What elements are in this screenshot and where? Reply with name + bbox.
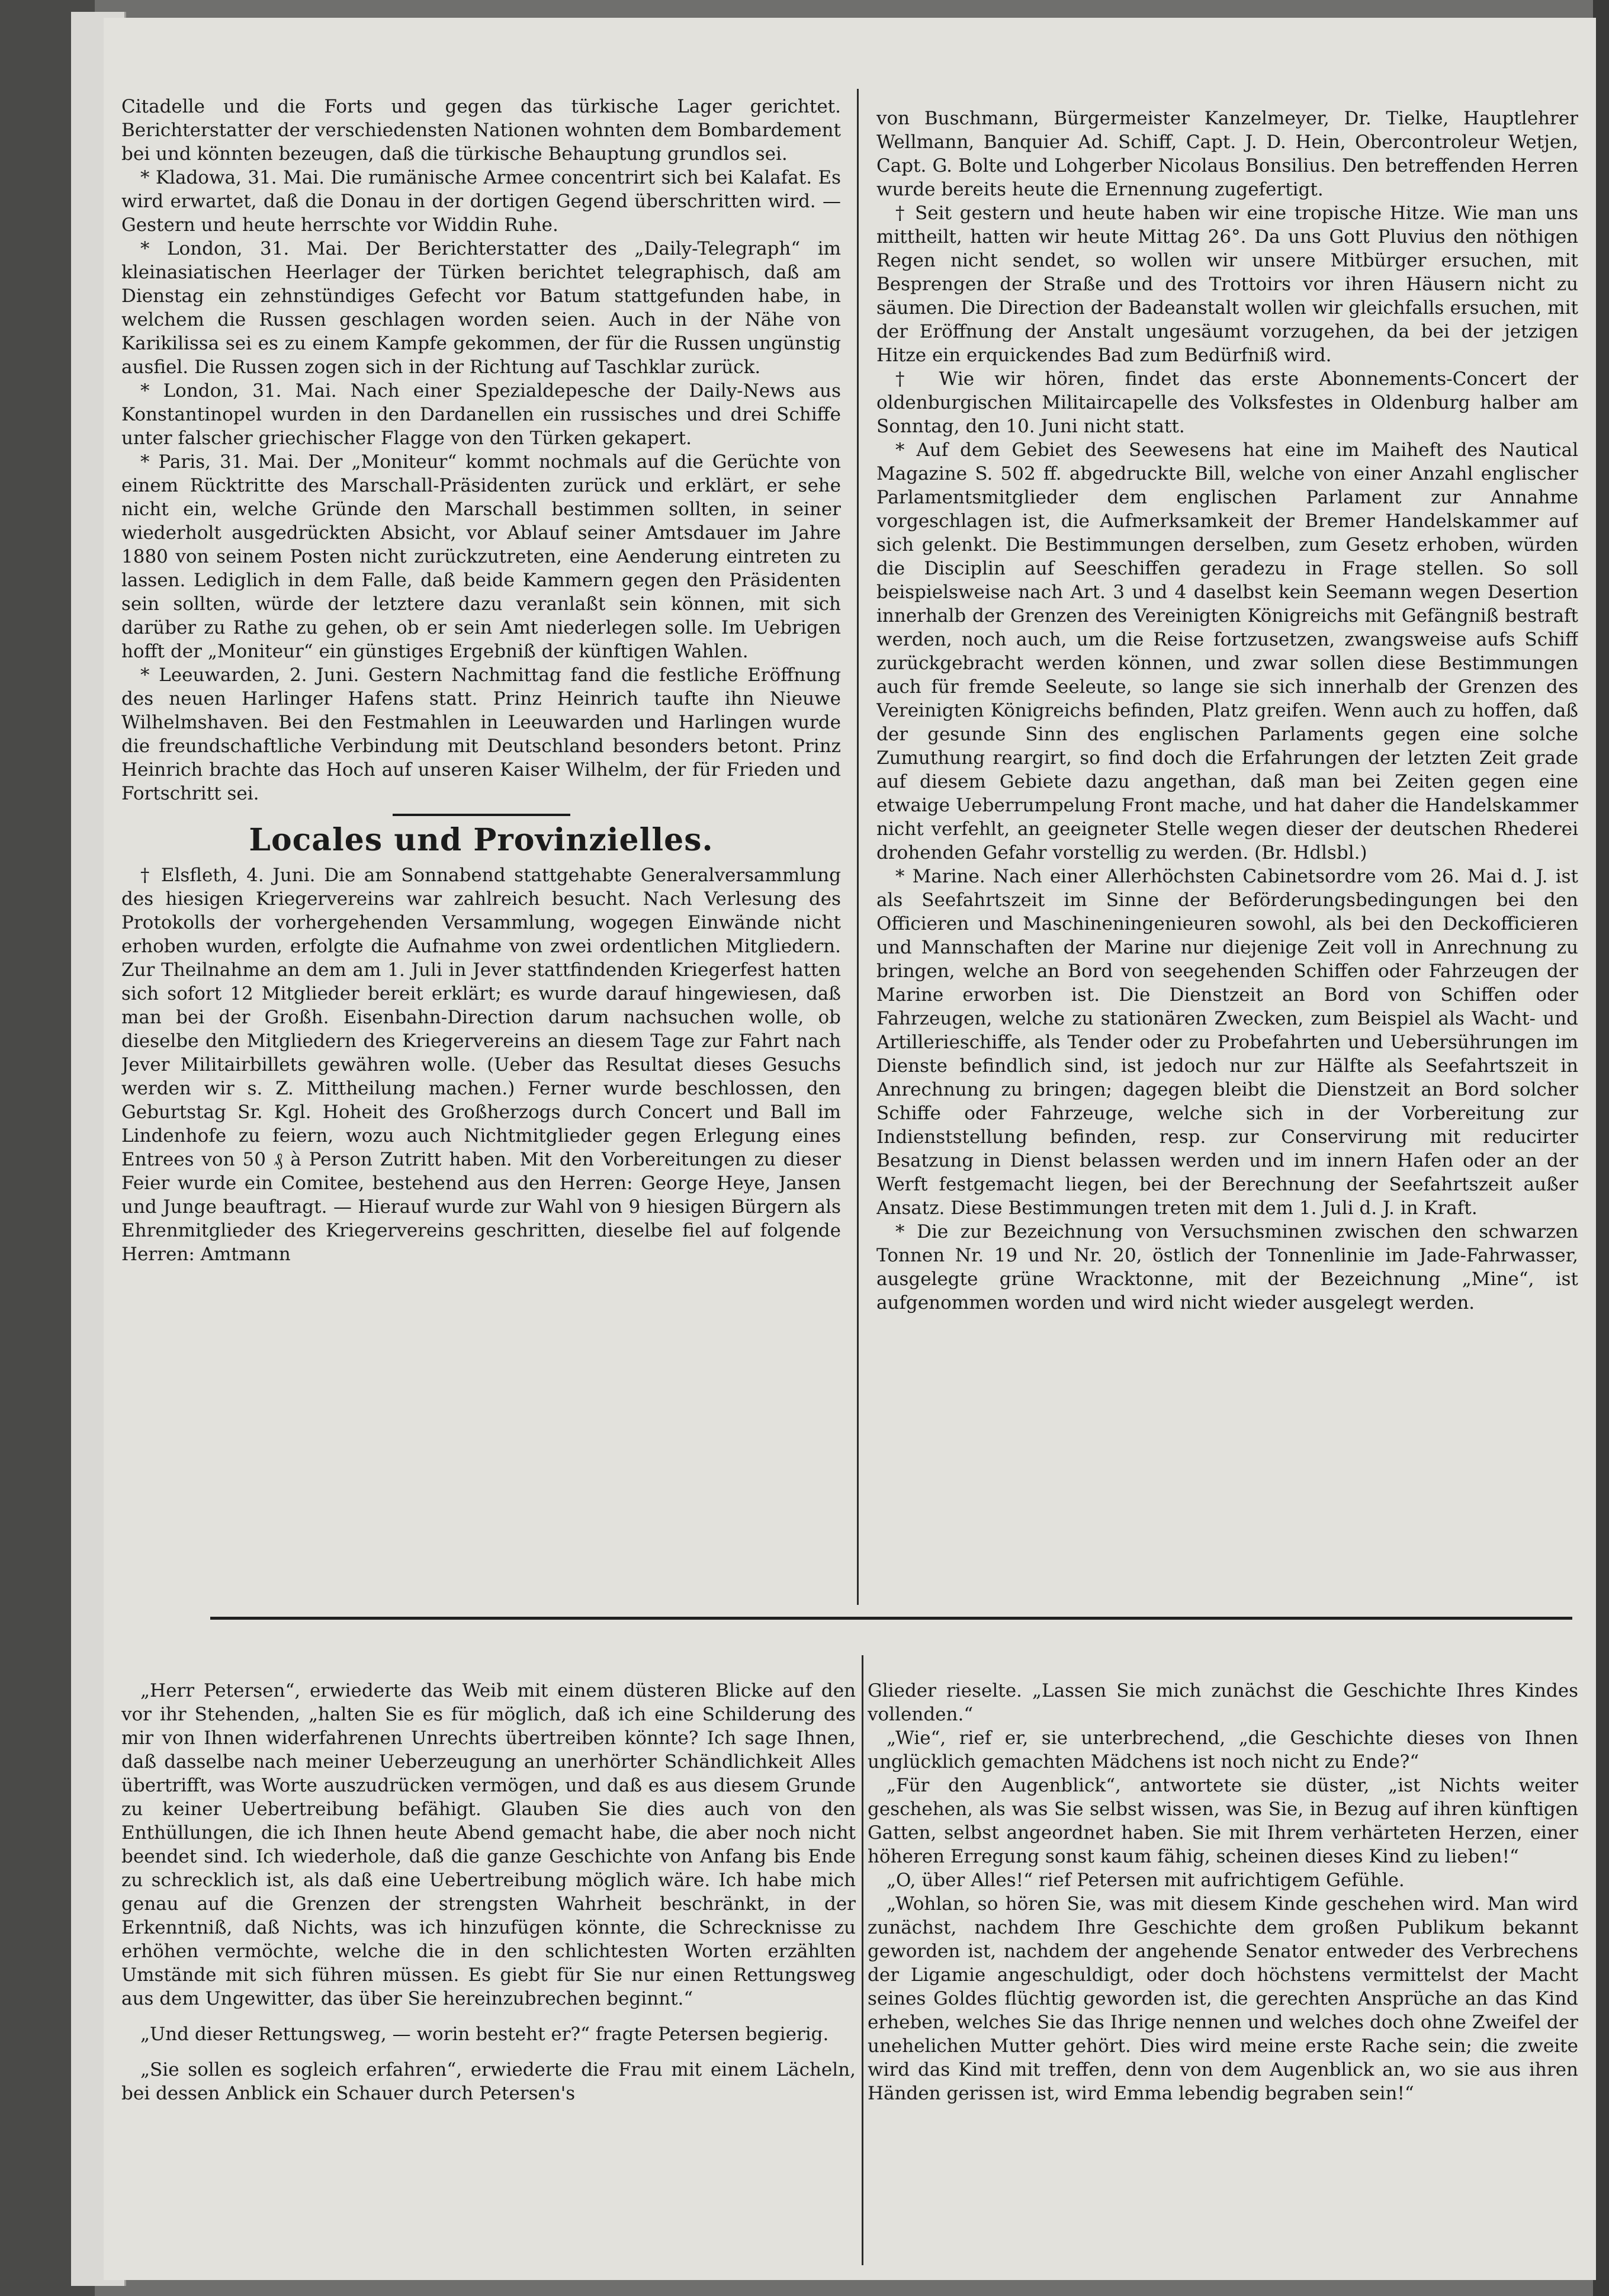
column-rule	[862, 1655, 863, 2265]
news-paragraph: von Buschmann, Bürgermeister Kanzelmeyer, Dr. Tielke, Hauptlehrer Wellmann, Banquier Ad. Schiff, Capt. J. D. Hein, Obercontroleur Wetjen, Capt. G. Bolte und Lohgerber Nicolaus Bonsilius. Den betreffenden Herren wurde bereits heute die Ernennung zugefertigt.	[876, 108, 1578, 200]
column-news-right	[876, 107, 1578, 1599]
newspaper-page	[104, 18, 1596, 2280]
news-paragraph: Citadelle und die Forts und gegen das türkische Lager gerichtet. Berichterstatter der verschiedensten Nationen wohnten dem Bombardement bei und könnten bezeugen, daß die türkische Behauptung grundlos sei.	[121, 96, 841, 165]
column-feuilleton-left	[121, 1679, 856, 2271]
news-paragraph: † Seit gestern und heute haben wir eine tropische Hitze. Wie man uns mittheilt, hatten wir heute Mittag 26°. Da uns Gott Pluvius den nöthigen Regen nicht sendet, so wollen wir unsere Mitbürger ersuchen, mit Besprengen der Straße und des Trottoirs vor ihren Häusern nicht zu säumen. Die Direction der Badeanstalt wollen wir gleichfalls ersuchen, mit der Eröffnung der Anstalt ungesäumt vorzugehen, da bei der jetzigen Hitze ein erquickendes Bad zum Bedürfniß wird.	[876, 203, 1578, 366]
news-paragraph: * Auf dem Gebiet des Seewesens hat eine im Maiheft des Nautical Magazine S. 502 ff. abgedruckte Bill, welche von einer Anzahl englischer Parlamentsmitglieder dem englischen Parlament zur Annahme vorgeschlagen ist, die Aufmerksamkeit der Bremer Handelskammer auf sich gelenkt. Die Bestimmungen derselben, zum Gesetz erhoben, würden die Disciplin auf Seeschiffen geradezu in Frage stellen. So soll beispielsweise nach Art. 3 und 4 daselbst kein Seemann wegen Desertion innerhalb der Grenzen des Vereinigten Königreichs mit Gefängniß bestraft werden, noch auch, um die Reise fortzusetzen, zwangsweise aufs Schiff zurückgebracht werden können, und zwar sollen diese Bestimmungen auch für fremde Seeleute, so lange sie sich innerhalb der Grenzen des Vereinigten Königreichs befinden, Platz greifen. Wenn auch zu hoffen, daß der gesunde Sinn des englischen Parlaments gegen eine solche Zumuthung reargirt, so find doch die Erfahrungen der letzten Zeit grade auf diesem Gebiete dazu angethan, daß man bei Zeiten gegen eine etwaige Ueberrumpelung Front mache, und hat daher die Handelskammer nicht verfehlt, an geeigneter Stelle wegen dieser der deutschen Rhederei drohenden Gefahr vorstellig zu werden. (Br. Hdlsbl.)	[876, 439, 1578, 863]
story-paragraph: „Und dieser Rettungsweg, — worin besteht er?“ fragte Petersen begierig.	[140, 2024, 829, 2045]
news-paragraph: * Marine. Nach einer Allerhöchsten Cabinetsordre vom 26. Mai d. J. ist als Seefahrtszeit im Sinne der Beförderungsbedingungen bei den Officieren und Maschineningenieuren sowohl, als bei den Deckofficieren und Mannschaften der Marine nur diejenige Zeit voll in Anrechnung zu bringen, welche an Bord von seegehenden Schiffen oder Fahrzeugen der Marine erworben ist. Die Dienstzeit an Bord von Schiffen oder Fahrzeugen, welche zu stationären Zwecken, zum Beispiel als Wacht- und Artillerieschiffe, als Tender oder zu Probefahrten und Uebersührungen im Dienste befindlich sind, ist jedoch nur zur Hälfte als Seefahrtszeit in Anrechnung zu bringen; dagegen bleibt die Dienstzeit an Bord solcher Schiffe oder Fahrzeuge, welche sich in der Vorbereitung zur Indienststellung befinden, resp. zur Conservirung mit reducirter Besatzung in Dienst belassen werden und im innern Hafen oder an der Werft festgemacht liegen, bei der Berechnung der Seefahrtszeit außer Ansatz. Diese Bestimmungen treten mit dem 1. Juli d. J. in Kraft.	[876, 866, 1578, 1219]
news-paragraph: * London, 31. Mai. Nach einer Spezialdepesche der Daily-News aus Konstantinopel wurden in den Dardanellen ein russisches und drei Schiffe unter falscher griechischer Flagge von den Türken gekapert.	[121, 380, 841, 449]
story-paragraph: „Wohlan, so hören Sie, was mit diesem Kinde geschehen wird. Man wird zunächst, nachdem Ihre Geschichte dem großen Publikum bekannt geworden ist, nachdem der angehende Senator entweder des Verbrechens der Ligamie angeschuldigt, oder doch höchstens vermittelst der Macht seines Goldes flüchtig geworden ist, die gerechten Ansprüche an das Kind erheben, welches Sie das Ihrige nennen und welches doch ohne Zweifel der unehelichen Mutter gehört. Dies wird meine erste Rache sein; die zweite wird das Kind mit treffen, denn von dem Augenblick an, wo sie aus ihren Händen gerissen ist, wird Emma lebendig begraben sein!“	[868, 1893, 1578, 2104]
column-news-left	[121, 95, 841, 1599]
news-paragraph: * London, 31. Mai. Der Berichterstatter des „Daily-Telegraph“ im kleinasiatischen Heerlager der Türken berichtet telegraphisch, daß am Dienstag ein zehnstündiges Gefecht vor Batum stattgefunden habe, in welchem die Russen geschlagen worden seien. Auch in der Nähe von Karikilissa sei es zu einem Kampfe gekommen, der für die Russen ungünstig ausfiel. Die Russen zogen sich in der Richtung auf Taschklar zurück.	[121, 238, 841, 378]
news-paragraph: * Kladowa, 31. Mai. Die rumänische Armee concentrirt sich bei Kalafat. Es wird erwartet, daß die Donau in der dortigen Gegend überschritten wird. — Gestern und heute herrschte vor Widdin Ruhe.	[121, 167, 841, 236]
story-paragraph: Glieder rieselte. „Lassen Sie mich zunächst die Geschichte Ihres Kindes vollenden.“	[868, 1680, 1578, 1725]
local-paragraph: † Elsfleth, 4. Juni. Die am Sonnabend stattgehabte Generalversammlung des hiesigen Kriegervereins war zahlreich besucht. Nach Verlesung des Protokolls der vorhergehenden Versammlung, wogegen Einwände nicht erhoben wurden, erfolgte die Aufnahme von zwei ordentlichen Mitgliedern. Zur Theilnahme an dem am 1. Juli in Jever stattfindenden Kriegerfest hatten sich sofort 12 Mitglieder bereit erklärt; es wurde darauf hingewiesen, daß man bei der Großh. Eisenbahn-Direction darum nachsuchen wolle, ob dieselbe den Mitgliedern des Kriegervereins an diesem Tage zur Fahrt nach Jever Militairbillets gewähren wolle. (Ueber das Resultat dieses Gesuchs werden wir s. Z. Mittheilung machen.) Ferner wurde beschlossen, den Geburtstag Sr. Kgl. Hoheit des Großherzogs durch Concert und Ball im Lindenhofe zu feiern, wozu auch Nichtmitglieder gegen Erlegung eines Entrees von 50 ₰ à Person Zutritt haben. Mit den Vorbereitungen zu dieser Feier wurde ein Comitee, bestehend aus den Herren: George Heye, Jansen und Junge beauftragt. — Hierauf wurde zur Wahl von 9 hiesigen Bürgern als Ehrenmitglieder des Kriegervereins geschritten, dieselbe fiel auf folgende Herren: Amtmann	[121, 865, 841, 1265]
news-paragraph: * Paris, 31. Mai. Der „Moniteur“ kommt nochmals auf die Gerüchte von einem Rücktritte des Marschall-Präsidenten zurück und erklärt, er sehe nicht ein, welche Gründe den Marschall bestimmen sollten, in seiner wiederholt ausgedrückten Absicht, vor Ablauf seiner Amtsdauer im Jahre 1880 von seinem Posten nicht zurückzutreten, eine Aenderung eintreten zu lassen. Lediglich in dem Falle, daß beide Kammern gegen den Präsidenten sein sollten, würde der letztere dazu veranlaßt sein können, mit sich darüber zu Rathe zu gehen, ob er sein Amt niederlegen solle. Im Uebrigen hofft der „Moniteur“ ein günstiges Ergebniß der künftigen Wahlen.	[121, 451, 841, 662]
feuilleton-divider	[210, 1617, 1572, 1620]
story-paragraph: „O, über Alles!“ rief Petersen mit aufrichtigem Gefühle.	[887, 1870, 1405, 1891]
news-paragraph: * Leeuwarden, 2. Juni. Gestern Nachmittag fand die festliche Eröffnung des neuen Harlinger Hafens statt. Prinz Heinrich taufte ihn Nieuwe Wilhelmshaven. Bei den Festmahlen in Leeuwarden und Harlingen wurde die freundschaftliche Verbindung mit Deutschland besonders betont. Prinz Heinrich brachte das Hoch auf unseren Kaiser Wilhelm, der für Frieden und Fortschritt sei.	[121, 664, 841, 804]
column-rule	[857, 89, 859, 1605]
news-paragraph: † Wie wir hören, findet das erste Abonnements-Concert der oldenburgischen Militaircapelle des Volksfestes in Oldenburg halber am Sonntag, den 10. Juni nicht statt.	[876, 368, 1578, 437]
column-feuilleton-right	[868, 1679, 1578, 2271]
story-paragraph: „Für den Augenblick“, antwortete sie düster, „ist Nichts weiter geschehen, als was Sie selbst wissen, was Sie, in Bezug auf ihren künftigen Gatten, selbst angeordnet haben. Sie mit Ihrem verhärteten Herzen, einer höheren Erregung sonst kaum fähig, scheinen dieses Kind zu lieben!“	[868, 1775, 1578, 1867]
section-divider	[393, 814, 570, 816]
story-paragraph: „Wie“, rief er, sie unterbrechend, „die Geschichte dieses von Ihnen unglücklich gemachten Mädchens ist noch nicht zu Ende?“	[868, 1727, 1578, 1772]
section-heading: Locales und Provinzielles.	[249, 822, 714, 858]
story-paragraph: „Sie sollen es sogleich erfahren“, erwiederte die Frau mit einem Lächeln, bei dessen Anblick ein Schauer durch Petersen's	[121, 2059, 856, 2104]
news-paragraph: * Die zur Bezeichnung von Versuchsminen zwischen den schwarzen Tonnen Nr. 19 und Nr. 20, östlich der Tonnenlinie im Jade-Fahrwasser, ausgelegte grüne Wracktonne, mit der Bezeichnung „Mine“, ist aufgenommen worden und wird nicht wieder ausgelegt werden.	[876, 1221, 1578, 1314]
story-paragraph: „Herr Petersen“, erwiederte das Weib mit einem düsteren Blicke auf den vor ihr Stehenden, „halten Sie es für möglich, daß ich eine Schilderung des mir von Ihnen widerfahrenen Unrechts übertreiben könnte? Ich sage Ihnen, daß dasselbe nach meiner Ueberzeugung an unerhörter Schändlichkeit Alles übertrifft, was Worte auszudrücken vermögen, und daß es aus diesem Grunde zu keiner Uebertreibung befähigt. Glauben Sie dies auch von den Enthüllungen, die ich Ihnen heute Abend gemacht habe, die aber noch nicht beendet sind. Ich wiederhole, daß die ganze Geschichte von Anfang bis Ende zu schrecklich ist, als daß eine Uebertreibung möglich wäre. Ich habe mich genau auf die Grenzen der strengsten Wahrheit beschränkt, in der Erkenntniß, daß Nichts, was ich hinzufügen könnte, die Schrecknisse zu erhöhen vermöchte, welche die in den schlichtesten Worten erzählten Umstände mit sich führen müssen. Es giebt für Sie nur einen Rettungsweg aus dem Ungewitter, das über Sie hereinzubrechen beginnt.“	[121, 1680, 856, 2009]
